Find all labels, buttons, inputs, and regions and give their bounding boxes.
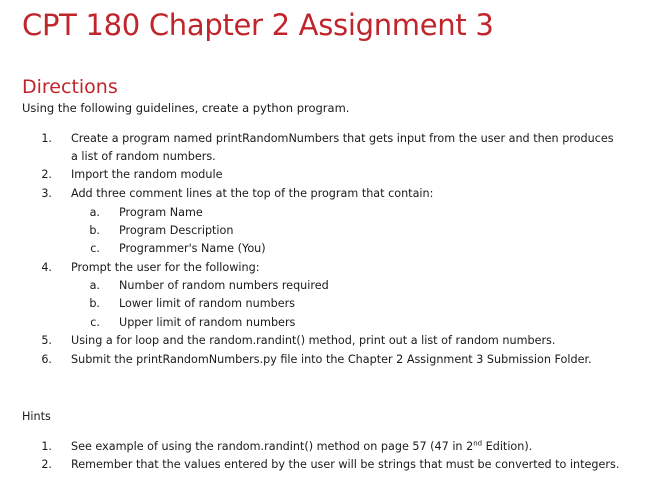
hint-1-marker: 1. [41, 440, 52, 453]
step-4a-marker: a. [89, 279, 100, 292]
hint-2-marker: 2. [41, 458, 52, 471]
step-3c-marker: c. [90, 242, 100, 255]
hint-1-text-after: Edition). [482, 440, 533, 453]
step-3a-text: Program Name [119, 206, 203, 219]
step-4-text: Prompt the user for the following: [71, 261, 260, 274]
step-5-text: Using a for loop and the random.randint() method, print out a list of random numbers. [71, 334, 556, 347]
step-4a-text: Number of random numbers required [119, 279, 329, 292]
step-6-marker: 6. [41, 353, 52, 366]
step-3-text: Add three comment lines at the top of the program that contain: [71, 187, 434, 200]
hint-2-text: Remember that the values entered by the user will be strings that must be converted to integers. [71, 458, 620, 471]
directions-heading: Directions [22, 76, 118, 98]
step-5-marker: 5. [41, 334, 52, 347]
step-1-line-1: Create a program named printRandomNumbers that gets input from the user and then produces [71, 132, 614, 145]
step-3-marker: 3. [41, 187, 52, 200]
hint-1-text [71, 440, 532, 454]
step-1-marker: 1. [41, 132, 52, 145]
directions-intro: Using the following guidelines, create a python program. [22, 101, 350, 115]
hints-heading: Hints [22, 410, 51, 423]
step-6-text: Submit the printRandomNumbers.py file into the Chapter 2 Assignment 3 Submission Folder. [71, 353, 592, 366]
step-3c-text: Programmer's Name (You) [119, 242, 266, 255]
step-2-text: Import the random module [71, 168, 223, 181]
step-3b-marker: b. [89, 224, 100, 237]
step-4b-marker: b. [89, 297, 100, 310]
document-title: CPT 180 Chapter 2 Assignment 3 [22, 8, 494, 42]
step-1-line-2: a list of random numbers. [71, 150, 216, 163]
step-3a-marker: a. [89, 206, 100, 219]
hint-1-superscript: nd [473, 439, 483, 448]
hint-1-text-before: See example of using the random.randint() method on page 57 (47 in 2 [71, 440, 474, 453]
step-3b-text: Program Description [119, 224, 234, 237]
step-4c-text: Upper limit of random numbers [119, 316, 296, 329]
step-4b-text: Lower limit of random numbers [119, 297, 296, 310]
step-2-marker: 2. [41, 168, 52, 181]
step-4-marker: 4. [41, 261, 52, 274]
step-4c-marker: c. [90, 316, 100, 329]
